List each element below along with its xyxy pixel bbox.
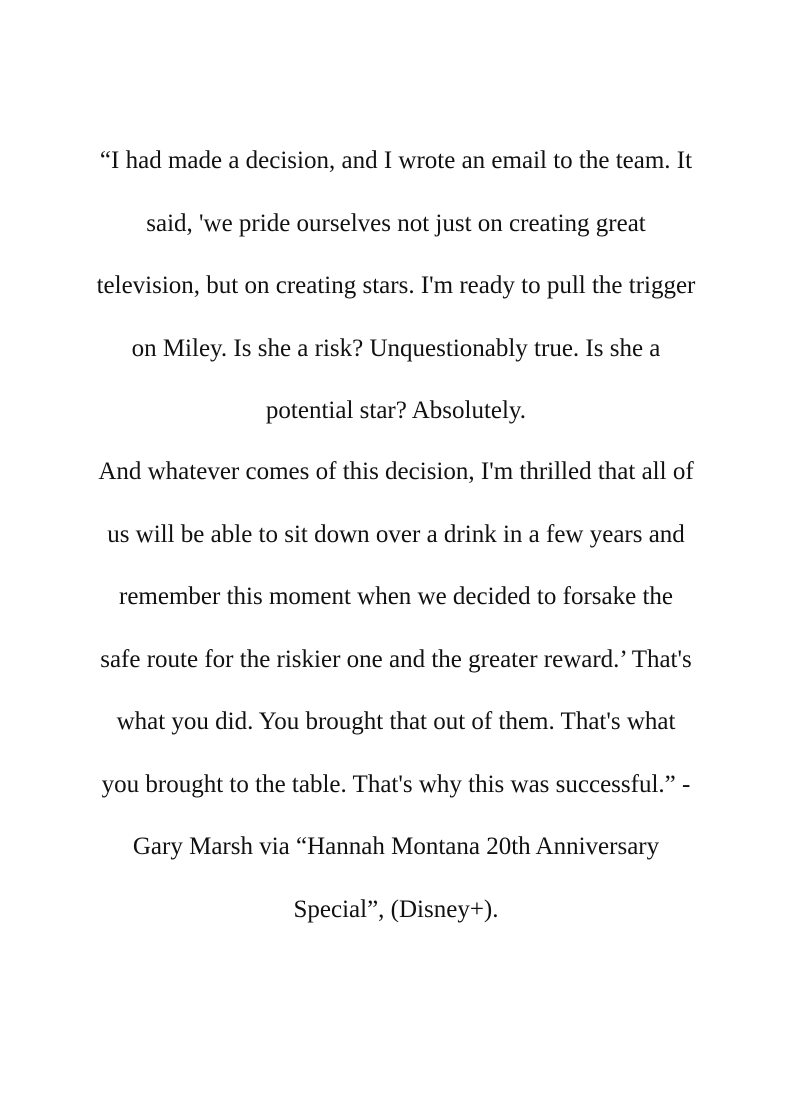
attribution-line-1: Gary Marsh via “Hannah Montana 20th Anniversary: [132, 833, 660, 860]
quote-line-2: said, 'we pride ourselves not just on creating great: [146, 209, 646, 237]
quote-line-7: us will be able to sit down over a drink in a few years and: [107, 520, 685, 548]
attribution-line-2: Special”, (Disney+).: [293, 895, 499, 923]
quote-text: [0, 139, 792, 950]
quote-line-10: what you did. You brought that out of them. That's what: [116, 708, 676, 735]
quote-line-9: safe route for the riskier one and the greater reward.’ That's: [100, 645, 692, 673]
quote-line-8: remember this moment when we decided to forsake the: [119, 583, 673, 610]
quote-line-11: you brought to the table. That's why this was successful.” -: [101, 770, 691, 798]
quote-line-1: “I had made a decision, and I wrote an email to the team. It: [99, 147, 693, 174]
quote-line-5: potential star? Absolutely.: [265, 397, 527, 424]
quote-line-4: on Miley. Is she a risk? Unquestionably true. Is she a: [131, 334, 661, 362]
quote-line-6: And whatever comes of this decision, I'm thrilled that all of: [98, 458, 694, 485]
quote-line-3: television, but on creating stars. I'm ready to pull the trigger: [96, 272, 696, 299]
